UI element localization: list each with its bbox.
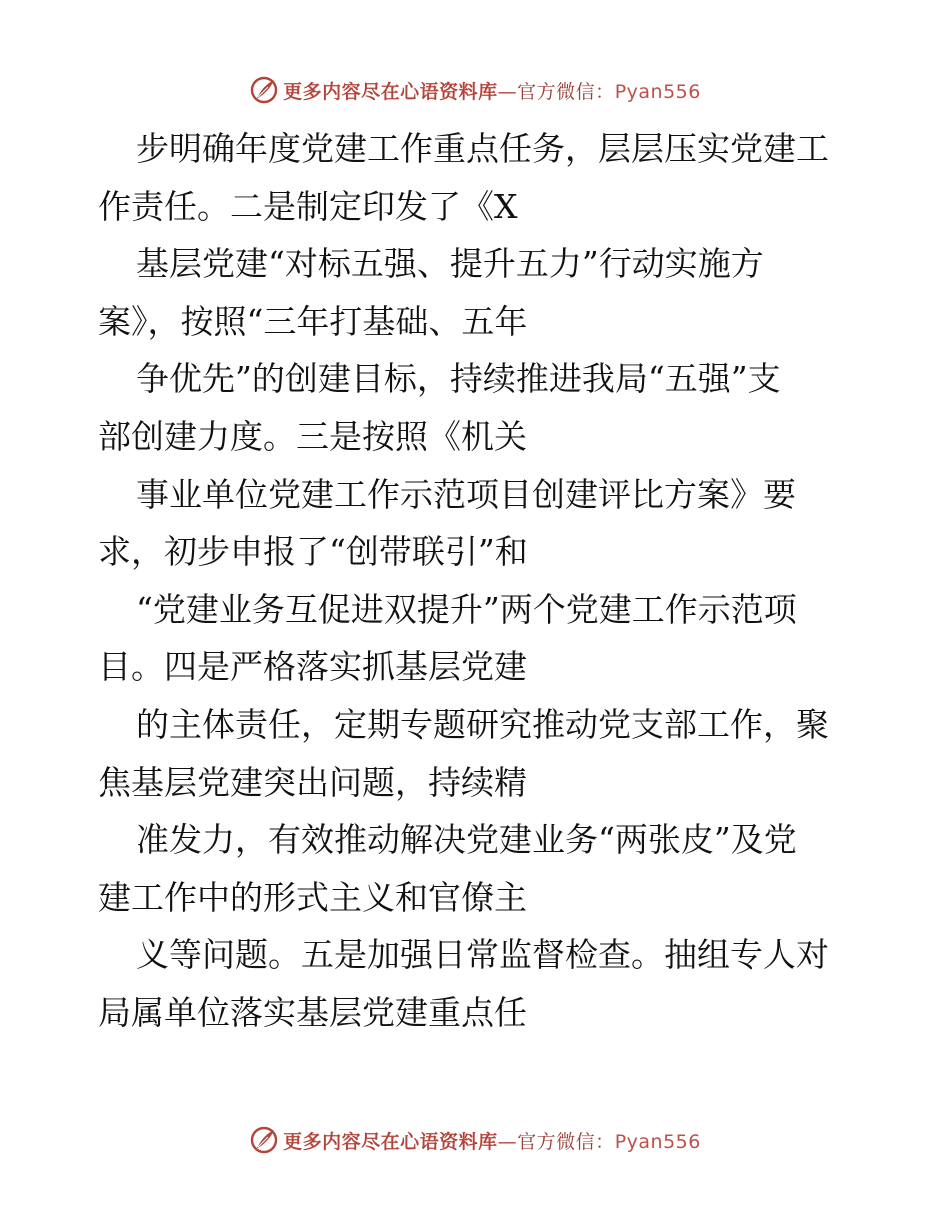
text-line: 争优先”的创建目标，持续推进我局“五强”支 (136, 359, 781, 399)
text-line: 准发力，有效推动解决党建业务“两张皮”及党 (136, 820, 797, 860)
text-line: 的主体责任，定期专题研究推动党支部工作，聚 (136, 704, 829, 744)
banner-wechat-label: 官方微信： (517, 80, 615, 103)
banner-main-text: 更多内容尽在心语资料库 (283, 1130, 498, 1153)
header-banner (0, 70, 950, 110)
text-line: 义等问题。五是加强日常监督检查。抽组专人对 (136, 935, 829, 975)
banner-main-text: 更多内容尽在心语资料库 (283, 80, 498, 103)
text-line: 部创建力度。三是按照《机关 (98, 416, 527, 456)
banner-dash: — (497, 80, 518, 103)
text-line: 作责任。二是制定印发了《X (98, 186, 518, 226)
text-line: 基层党建“对标五强、提升五力”行动实施方 (136, 244, 764, 284)
banner-wechat-account: Pyan556 (614, 80, 701, 103)
feather-pen-circle-icon (249, 1125, 279, 1155)
text-line: 局属单位落实基层党建重点任 (98, 992, 527, 1032)
text-line: 事业单位党建工作示范项目创建评比方案》要 (136, 474, 796, 514)
banner-dash: — (497, 1130, 518, 1153)
text-line: “党建业务互促进双提升”两个党建工作示范项 (136, 589, 797, 629)
footer-banner (0, 1120, 950, 1160)
text-line: 步明确年度党建工作重点任务，层层压实党建工 (136, 129, 829, 168)
document-body (98, 120, 858, 1042)
text-line: 案》，按照“三年打基础、五年 (98, 301, 528, 341)
text-line: 求，初步申报了“创带联引”和 (98, 532, 528, 572)
banner-wechat-label: 官方微信： (517, 1130, 615, 1153)
text-line: 焦基层党建突出问题，持续精 (98, 762, 527, 802)
text-line: 目。四是严格落实抓基层党建 (98, 647, 527, 687)
banner-wechat-account: Pyan556 (614, 1130, 701, 1153)
text-line: 建工作中的形式主义和官僚主 (98, 877, 527, 917)
feather-pen-circle-icon (249, 75, 279, 105)
